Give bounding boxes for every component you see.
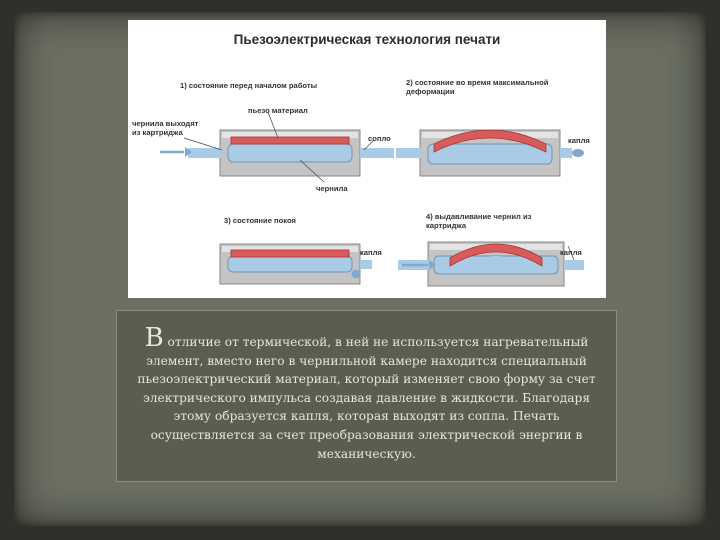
dropcap: В [144, 323, 164, 353]
drop-label-stage3: капля [360, 248, 382, 257]
stage3-cartridge [220, 244, 372, 284]
description-paragraph [123, 323, 610, 463]
drop-label-stage2: капля [568, 136, 590, 145]
stage2-cartridge [396, 130, 584, 176]
diagram-title: Пьезоэлектрическая технология печати [233, 32, 501, 47]
description-textbox [116, 310, 617, 482]
ink-in-label: чернила выходят из картриджа [132, 119, 199, 137]
stage3-label: 3) состояние покоя [224, 216, 296, 225]
description-text: отличие от термической, в ней не используется нагревательный элемент, вместо него в чернильной камере находится специальный пьезоэлектрический материал, который изменяет свою форму за счет электрического импульса создавая давление в жидкости. Благодаря этому образуется капля, которая выходят из сопла. Печать осуществляется за счет преобразования электрической энергии в механическую. [137, 335, 596, 461]
piezo-material-label: пьезо материал [248, 106, 308, 115]
stage1-label: 1) состояние перед началом работы [180, 81, 318, 90]
stage2-label: 2) состояние во время максимальной деформации [406, 78, 549, 96]
ink-label: чернила [316, 184, 348, 193]
nozzle-label: сопло [368, 134, 391, 143]
stage4-label: 4) выдавливание чернил из картриджа [426, 212, 532, 230]
stage4-cartridge [398, 242, 584, 286]
piezo-diagram [128, 20, 606, 298]
drop-label-stage4: капля [560, 248, 582, 257]
